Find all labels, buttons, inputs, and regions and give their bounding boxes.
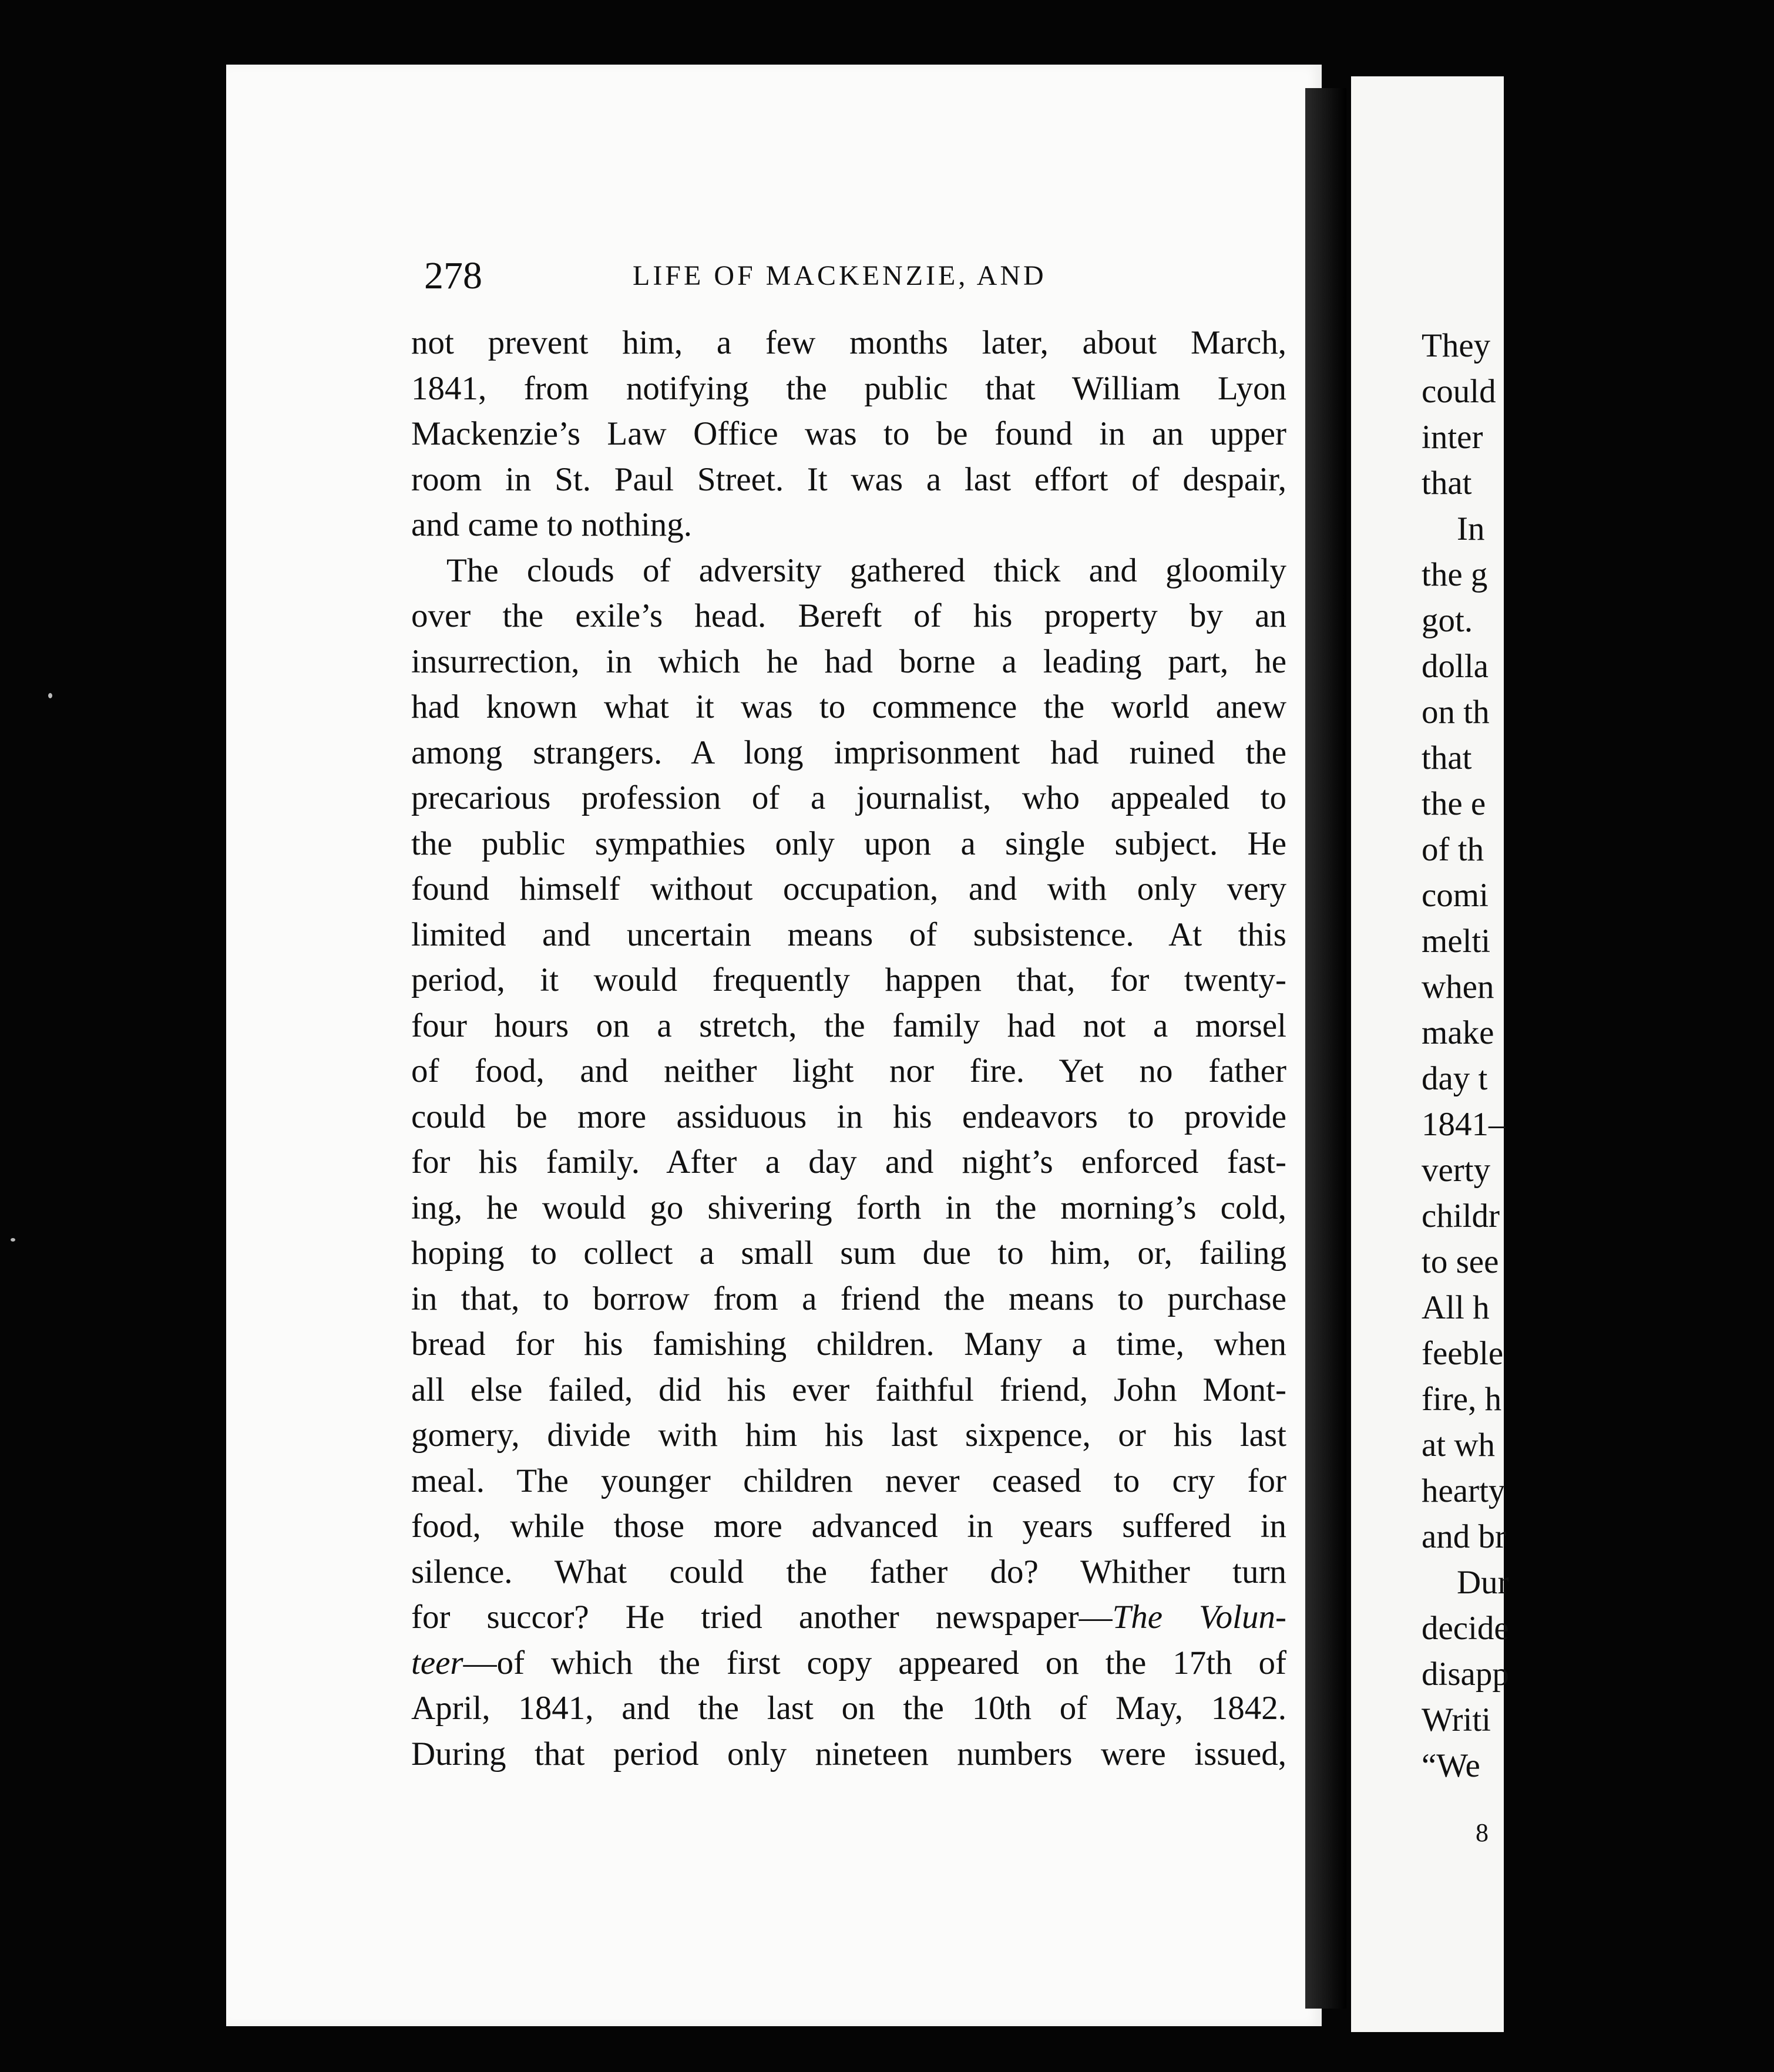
facing-page-line: the e xyxy=(1422,785,1486,822)
facing-page-line: dolla xyxy=(1422,648,1489,685)
text-line: bread for his famishing children. Many a time, when xyxy=(411,1326,1286,1363)
text-line: Mackenzie’s Law Office was to be found in an upper xyxy=(411,415,1286,452)
text-line: could be more assiduous in his endeavors to provide xyxy=(411,1098,1286,1135)
facing-page-line: on th xyxy=(1422,694,1490,731)
text-line: four hours on a stretch, the family had not a morsel xyxy=(411,1007,1286,1044)
page-header xyxy=(424,247,1100,305)
text-line: food, while those more advanced in years suffered in xyxy=(411,1508,1286,1545)
scan-dust-speck xyxy=(11,1238,15,1242)
facing-page-line: fire, h xyxy=(1422,1381,1502,1418)
facing-page-line: the g xyxy=(1422,556,1488,593)
facing-page-line: to see xyxy=(1422,1243,1499,1280)
book-gutter-shadow xyxy=(1305,88,1346,2009)
text-line: insurrection, in which he had borne a leading part, he xyxy=(411,643,1286,680)
facing-page-line: that xyxy=(1422,739,1472,776)
text-line: 1841, from notifying the public that William Lyon xyxy=(411,369,1286,407)
text-line: over the exile’s head. Bereft of his property by an xyxy=(411,597,1286,634)
text-line: ing, he would go shivering forth in the morning’s cold, xyxy=(411,1189,1286,1226)
facing-page-line: make xyxy=(1422,1014,1494,1051)
facing-page-line: of th xyxy=(1422,831,1484,868)
facing-page-line: childr xyxy=(1422,1198,1500,1235)
facing-page-text xyxy=(1422,323,1774,1789)
facing-page-line: “We xyxy=(1422,1747,1480,1784)
facing-page xyxy=(1351,76,1509,2032)
text-line: gomery, divide with him his last sixpence, or his last xyxy=(411,1417,1286,1454)
facing-page-line: inter xyxy=(1422,419,1483,456)
facing-page-line: verty xyxy=(1422,1152,1491,1189)
facing-page-line: when xyxy=(1422,968,1494,1005)
facing-page-line: at wh xyxy=(1422,1427,1496,1464)
facing-page-line: They xyxy=(1422,327,1491,364)
facing-page-line: disapp xyxy=(1422,1656,1509,1693)
facing-page-line: could xyxy=(1422,373,1496,410)
facing-page-signature-mark: 8 xyxy=(1476,1818,1489,1847)
facing-page-line: comi xyxy=(1422,877,1489,914)
text-line: silence. What could the father do? Whither turn xyxy=(411,1553,1286,1590)
text-line: precarious profession of a journalist, who appealed to xyxy=(411,779,1286,816)
text-line: of food, and neither light nor fire. Yet no father xyxy=(411,1052,1286,1089)
facing-page-line: In xyxy=(1457,510,1485,547)
text-line: for his family. After a day and night’s enforced fast- xyxy=(411,1143,1286,1180)
text-fragment: for succor? He tried another newspaper— xyxy=(411,1599,1113,1636)
text-line: in that, to borrow from a friend the means to purchase xyxy=(411,1280,1286,1317)
text-line-with-italic-title xyxy=(411,1640,1286,1686)
text-line: all else failed, did his ever faithful friend, John Mont- xyxy=(411,1371,1286,1408)
text-line: among strangers. A long imprisonment had ruined the xyxy=(411,734,1286,771)
text-line: period, it would frequently happen that, for twenty- xyxy=(411,961,1286,998)
facing-page-line: got. xyxy=(1422,602,1473,639)
page-number: 278 xyxy=(424,254,482,297)
facing-page-line: decide xyxy=(1422,1610,1509,1647)
body-text xyxy=(411,320,1286,1777)
text-line-with-italic-title xyxy=(411,1595,1286,1640)
italic-title-fragment: The Volun- xyxy=(1112,1599,1286,1636)
text-line: and came to nothing. xyxy=(411,506,693,543)
facing-page-line: Writi xyxy=(1422,1701,1491,1738)
text-line: limited and uncertain means of subsistence. At this xyxy=(411,916,1286,953)
text-line: not prevent him, a few months later, about March, xyxy=(411,324,1286,361)
facing-page-line: 1841– xyxy=(1422,1106,1506,1143)
text-fragment: —of which the first copy appeared on the 17th of xyxy=(463,1644,1286,1681)
text-line: room in St. Paul Street. It was a last effort of despair, xyxy=(411,460,1286,498)
text-line: had known what it was to commence the world anew xyxy=(411,688,1286,725)
text-line: April, 1841, and the last on the 10th of May, 1842. xyxy=(411,1690,1286,1727)
facing-page-line: and br xyxy=(1422,1518,1507,1555)
facing-page-line: All h xyxy=(1422,1289,1490,1326)
facing-page-line: that xyxy=(1422,465,1472,502)
text-line: The clouds of adversity gathered thick and gloomily xyxy=(446,551,1286,589)
text-line: hoping to collect a small sum due to him, or, failing xyxy=(411,1235,1286,1272)
text-line: found himself without occupation, and with only very xyxy=(411,870,1286,907)
scan-dust-speck xyxy=(48,693,52,698)
facing-page-line: melti xyxy=(1422,923,1491,960)
facing-page-line: day t xyxy=(1422,1060,1488,1097)
italic-title-fragment: teer xyxy=(411,1644,463,1681)
text-line: the public sympathies only upon a single subject. He xyxy=(411,825,1286,862)
text-line: During that period only nineteen numbers were issued, xyxy=(411,1735,1286,1772)
running-head: LIFE OF MACKENZIE, AND xyxy=(633,260,1047,291)
facing-page-line: Dur xyxy=(1457,1564,1509,1601)
facing-page-line: hearty xyxy=(1422,1472,1506,1509)
text-line: meal. The younger children never ceased to cry for xyxy=(411,1462,1286,1499)
facing-page-line: feeble xyxy=(1422,1335,1504,1372)
